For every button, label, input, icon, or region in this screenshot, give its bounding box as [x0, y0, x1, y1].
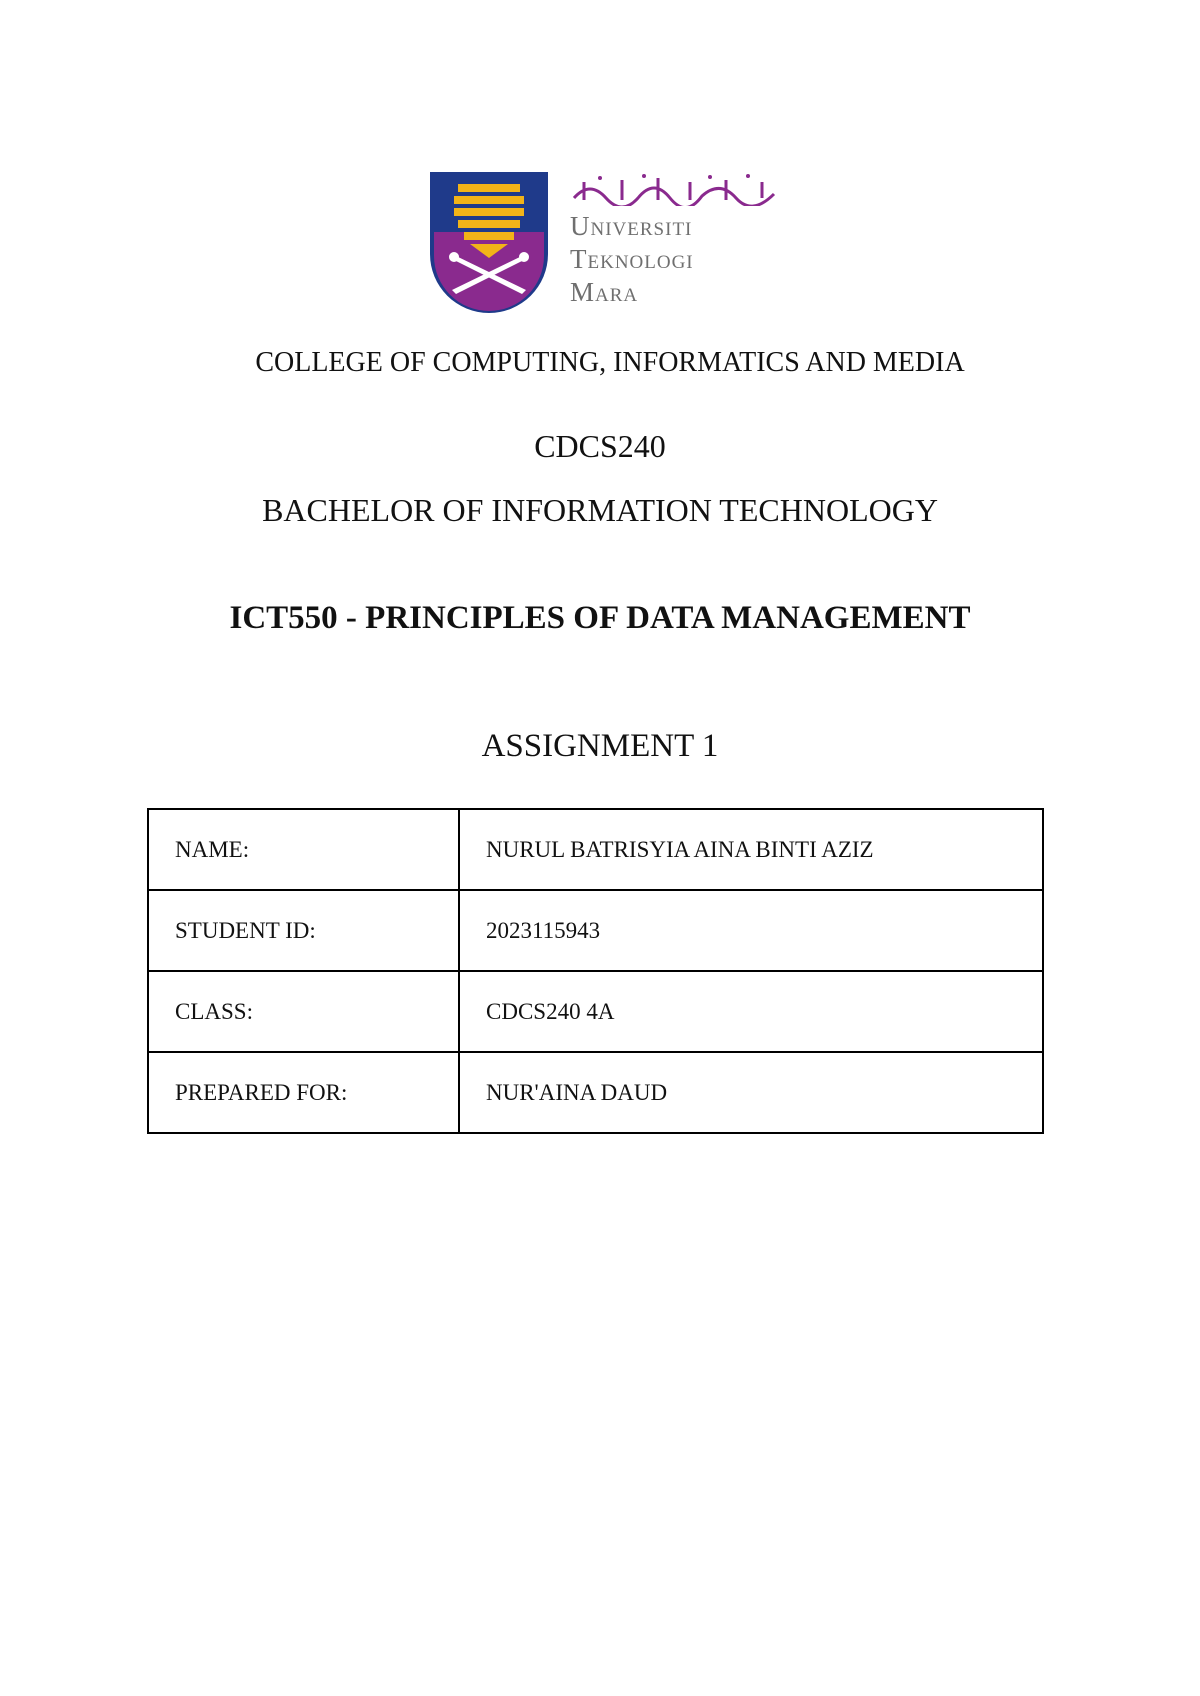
assignment-title: ASSIGNMENT 1	[481, 728, 719, 764]
prepared-for-label: PREPARED FOR:	[148, 1052, 459, 1133]
student-info-table	[147, 808, 1044, 1134]
university-name-line-1: Universiti	[570, 211, 693, 241]
class-value: CDCS240 4A	[459, 971, 1043, 1052]
prepared-for-value: NUR'AINA DAUD	[459, 1052, 1043, 1133]
name-label: NAME:	[148, 809, 459, 890]
table-row	[148, 1052, 1043, 1133]
college-name: COLLEGE OF COMPUTING, INFORMATICS AND MEDIA	[255, 347, 965, 378]
class-label: CLASS:	[148, 971, 459, 1052]
student-id-value: 2023115943	[459, 890, 1043, 971]
table-row	[148, 971, 1043, 1052]
name-value: NURUL BATRISYIA AINA BINTI AZIZ	[459, 809, 1043, 890]
table-row	[148, 890, 1043, 971]
table-row	[148, 809, 1043, 890]
student-id-label: STUDENT ID:	[148, 890, 459, 971]
degree-title: BACHELOR OF INFORMATION TECHNOLOGY	[262, 492, 938, 528]
university-name	[570, 210, 694, 309]
university-name-line-2: Teknologi	[570, 244, 694, 274]
university-name-line-3: Mara	[570, 277, 639, 307]
jawi-script-mark	[570, 172, 780, 206]
university-logo	[430, 172, 780, 317]
university-crest-icon	[430, 172, 560, 317]
program-code: CDCS240	[534, 428, 666, 464]
course-title: ICT550 - PRINCIPLES OF DATA MANAGEMENT	[229, 600, 971, 636]
